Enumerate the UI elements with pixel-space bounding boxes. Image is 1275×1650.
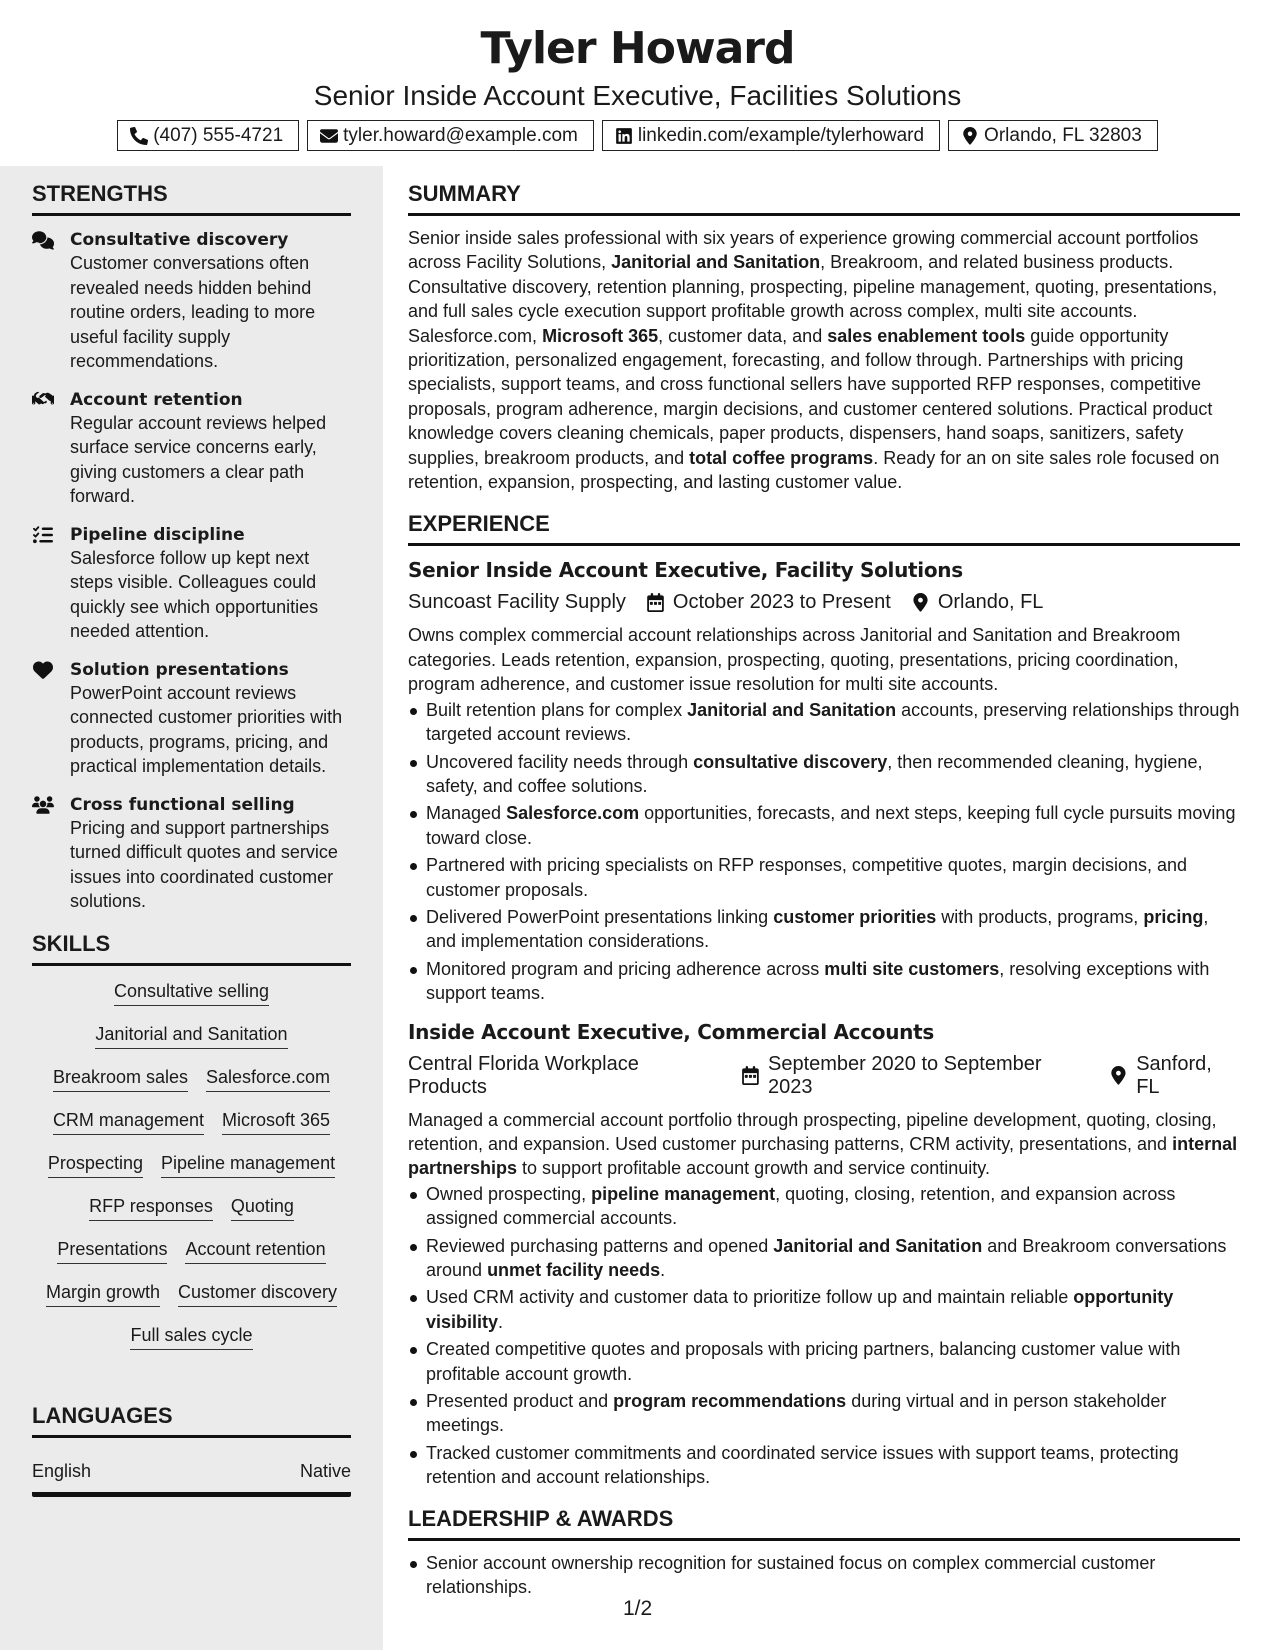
language-level: Native (299, 1460, 351, 1481)
job-location: Orlando, FL (937, 591, 1044, 614)
phone-text: (407) 555-4721 (153, 124, 284, 146)
location-text: Orlando, FL 32803 (984, 124, 1142, 146)
strength-item (32, 524, 351, 644)
map-pin-icon (911, 593, 930, 612)
list-item: Senior account ownership recognition for sustained focus on complex commercial customer relationships. (408, 1551, 1240, 1600)
job-bullets (408, 698, 1240, 1006)
contact-email[interactable] (307, 120, 594, 151)
skill-tag: Account retention (185, 1238, 325, 1264)
skill-tag: Quoting (231, 1195, 294, 1221)
skill-tag: RFP responses (89, 1195, 213, 1221)
job-title: Senior Inside Account Executive, Facility Solutions (408, 558, 963, 583)
job-description: Managed a commercial account portfolio through prospecting, pipeline development, quoting, closing, retention, and expansion. Used customer purchasing patterns, CRM activity, presentations, and internal partnerships to support profitable account growth and service continuity. (408, 1109, 1238, 1179)
map-pin-icon (961, 127, 979, 145)
skill-tag: Pipeline management (161, 1152, 335, 1178)
contact-bar (0, 120, 1275, 151)
strength-title: Consultative discovery (70, 230, 289, 250)
list-item: Built retention plans for complex Janitorial and Sanitation accounts, preserving relationships through targeted account reviews. (408, 698, 1240, 747)
heart-icon (32, 660, 54, 680)
list-item: Delivered PowerPoint presentations linking customer priorities with products, programs, pricing, and implementation considerations. (408, 905, 1240, 954)
resume-header (0, 0, 1275, 166)
strength-desc: Regular account reviews helped surface service concerns early, giving customers a clear path forward. (70, 412, 327, 506)
strength-desc: Customer conversations often revealed needs hidden behind routine orders, leading to more useful facility supply recommendations. (70, 253, 316, 371)
strength-item (32, 659, 351, 779)
skill-tag: Margin growth (46, 1281, 160, 1307)
skill-tag: Prospecting (48, 1152, 143, 1178)
skill-tag: Janitorial and Sanitation (95, 1023, 287, 1049)
strength-desc: Salesforce follow up kept next steps visible. Colleagues could quickly see which opportunities needed attention. (70, 547, 319, 641)
strength-title: Solution presentations (70, 659, 289, 680)
language-row (32, 1461, 351, 1497)
job-location: Sanford, FL (1136, 1052, 1212, 1098)
list-item: Uncovered facility needs through consultative discovery, then recommended cleaning, hygiene, safety, and coffee solutions. (408, 750, 1240, 799)
candidate-title: Senior Inside Account Executive, Facilities Solutions (313, 80, 962, 111)
strength-item (32, 389, 351, 509)
linkedin-text: linkedin.com/example/tylerhoward (637, 124, 925, 146)
skill-tag: Consultative selling (114, 980, 269, 1006)
candidate-name: Tyler Howard (480, 23, 795, 74)
job-company: Suncoast Facility Supply (408, 591, 626, 614)
skill-tag: Full sales cycle (130, 1324, 252, 1350)
job-title: Inside Account Executive, Commercial Accounts (408, 1019, 934, 1044)
list-item: Tracked customer commitments and coordinated service issues with support teams, protecting retention and account relationships. (408, 1441, 1240, 1490)
skill-tag: Breakroom sales (53, 1066, 188, 1092)
strength-item (32, 794, 351, 914)
job-dates: September 2020 to September 2023 (768, 1052, 1042, 1098)
strengths-heading: STRENGTHS (32, 183, 351, 216)
list-item: Partnered with pricing specialists on RFP responses, competitive quotes, margin decisions, and customer proposals. (408, 853, 1240, 902)
strength-desc: Pricing and support partnerships turned difficult quotes and service issues into coordinated customer solutions. (70, 817, 338, 911)
summary-heading: SUMMARY (408, 183, 1240, 216)
sidebar (0, 166, 383, 1650)
map-pin-icon (1109, 1066, 1128, 1085)
strength-desc: PowerPoint account reviews connected customer priorities with products, programs, pricing, and practical implementation details. (70, 682, 343, 776)
job-company: Central Florida Workplace Products (408, 1052, 639, 1098)
list-item: Presented product and program recommendations during virtual and in person stakeholder meetings. (408, 1389, 1240, 1438)
list-item: Created competitive quotes and proposals with pricing partners, balancing customer value with profitable account growth. (408, 1337, 1240, 1386)
list-item: Reviewed purchasing patterns and opened Janitorial and Sanitation and Breakroom conversations around unmet facility needs. (408, 1234, 1240, 1283)
comments-icon (32, 230, 54, 250)
list-item: Monitored program and pricing adherence across multi site customers, resolving exceptions with support teams. (408, 957, 1240, 1006)
experience-heading: EXPERIENCE (408, 513, 1240, 546)
languages-heading: LANGUAGES (32, 1405, 351, 1438)
envelope-icon (320, 127, 338, 145)
list-item: Managed Salesforce.com opportunities, forecasts, and next steps, keeping full cycle pursuits moving toward close. (408, 801, 1240, 850)
job-entry (408, 560, 1240, 1005)
page-number: 1/2 (623, 1597, 653, 1620)
strength-title: Pipeline discipline (70, 524, 245, 545)
leadership-bullets (408, 1551, 1240, 1600)
contact-phone[interactable] (117, 120, 299, 151)
list-item: Owned prospecting, pipeline management, quoting, closing, retention, and expansion across assigned commercial accounts. (408, 1182, 1240, 1231)
strength-item (32, 229, 351, 374)
job-meta (408, 1053, 1240, 1099)
main-column (408, 166, 1240, 1602)
strength-title: Cross functional selling (70, 794, 295, 815)
skill-tag: Presentations (57, 1238, 167, 1264)
job-meta (408, 591, 1240, 614)
skill-tag: Customer discovery (178, 1281, 337, 1307)
skill-tag: CRM management (53, 1109, 204, 1135)
skill-tag: Salesforce.com (206, 1066, 330, 1092)
strength-title: Account retention (70, 389, 243, 410)
list-item: Used CRM activity and customer data to prioritize follow up and maintain reliable opportunity visibility. (408, 1285, 1240, 1334)
linkedin-icon (615, 127, 633, 145)
skill-tag: Microsoft 365 (222, 1109, 330, 1135)
strengths-list (32, 229, 351, 914)
leadership-heading: LEADERSHIP & AWARDS (408, 1508, 1240, 1541)
skills-list (32, 980, 351, 1367)
contact-location (948, 120, 1158, 151)
skills-heading: SKILLS (32, 933, 351, 966)
calendar-icon (646, 593, 665, 612)
users-icon (32, 795, 54, 815)
email-text: tyler.howard@example.com (343, 124, 578, 146)
job-description: Owns complex commercial account relationships across Janitorial and Sanitation and Breakroom categories. Leads retention, expansion, prospecting, quoting, presentations, pricing coordination, program adherence, and customer issue resolution for multi site accounts. (408, 625, 1181, 695)
contact-linkedin[interactable] (602, 120, 940, 151)
handshake-icon (32, 390, 54, 410)
job-entry (408, 1019, 1240, 1490)
summary-text: Senior inside sales professional with six years of experience growing commercial account portfolios across Facility Solutions, Janitorial and Sanitation, Breakroom, and related business products. Consultative discovery, retention planning, prospecting, pipeline management, quoting, presentations, and full sales cycle execution support profitable growth across complex, multi site accounts. Salesforce.com, Microsoft 365, customer data, and sales enablement tools guide opportunity prioritization, personalized engagement, forecasting, and follow through. Partnerships with pricing specialists, support teams, and cross functional sellers have supported RFP responses, competitive proposals, program adherence, margin decisions, and customer centered solutions. Practical product knowledge covers cleaning chemicals, paper products, dispensers, hand soaps, sanitizers, safety supplies, breakroom products, and total coffee programs. Ready for an on site sales role focused on retention, expansion, prospecting, and lasting customer value. (408, 228, 1220, 493)
language-name: English (32, 1460, 92, 1481)
job-dates: October 2023 to Present (672, 591, 891, 614)
job-bullets (408, 1182, 1240, 1490)
checklist-icon (32, 525, 54, 545)
calendar-icon (741, 1066, 760, 1085)
phone-icon (130, 127, 148, 145)
